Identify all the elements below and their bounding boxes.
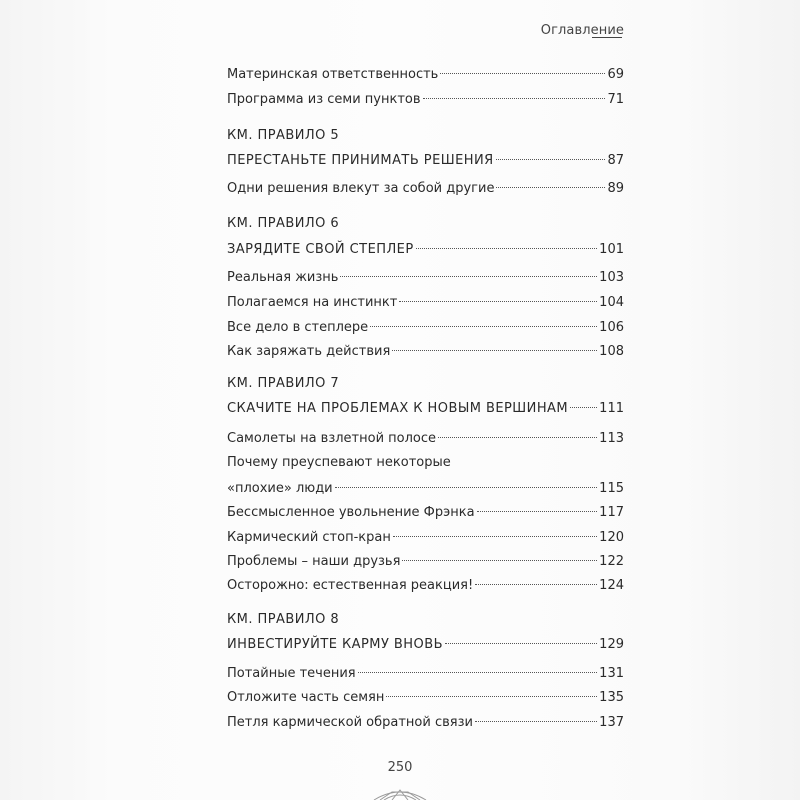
toc-page-number: 137 — [599, 715, 624, 730]
toc-entry-title: Потайные течения — [227, 666, 356, 681]
toc-page-number: 111 — [599, 401, 624, 416]
toc-entry-title: Отложите часть семян — [227, 690, 385, 705]
toc-entry-title: Материнская ответственность — [227, 67, 439, 82]
toc-entry-title: ИНВЕСТИРУЙТЕ КАРМУ ВНОВЬ — [227, 637, 443, 652]
ornament-icon — [370, 782, 430, 800]
toc-page-number: 87 — [607, 153, 624, 168]
header-rule — [592, 37, 622, 38]
toc-entry-title: «плохие» люди — [227, 481, 333, 496]
leader-dots — [440, 73, 605, 74]
toc-page-number: 135 — [599, 690, 624, 705]
leader-dots — [445, 643, 597, 644]
toc-page-number: 129 — [599, 637, 624, 652]
leader-dots — [477, 511, 598, 512]
toc-entry-title: Осторожно: естественная реакция! — [227, 578, 474, 593]
chapter-label: КМ. ПРАВИЛО 8 — [227, 612, 340, 627]
leader-dots — [423, 98, 606, 99]
toc-entry-title: Все дело в степлере — [227, 320, 369, 335]
toc-entry — [227, 664, 624, 684]
toc-page-number: 103 — [599, 270, 624, 285]
toc-page-number: 101 — [599, 242, 624, 257]
toc-page-number: 120 — [599, 530, 624, 545]
leader-dots — [475, 721, 597, 722]
leader-dots — [496, 187, 605, 188]
toc-entry — [227, 688, 624, 708]
toc-page-number: 104 — [599, 295, 624, 310]
leader-dots — [393, 536, 597, 537]
toc-page-number: 69 — [607, 67, 624, 82]
leader-dots — [399, 301, 597, 302]
leader-dots — [340, 276, 597, 277]
chapter-label: КМ. ПРАВИЛО 7 — [227, 376, 340, 391]
toc-entry — [227, 318, 624, 338]
toc-entry — [227, 65, 624, 85]
leader-dots — [475, 584, 597, 585]
toc-entry-title: Проблемы – наши друзья — [227, 554, 401, 569]
leader-dots — [335, 487, 598, 488]
toc-entry-title: Петля кармической обратной связи — [227, 715, 473, 730]
running-header: Оглавление — [540, 23, 624, 38]
chapter-label: КМ. ПРАВИЛО 5 — [227, 128, 340, 143]
toc-entry-title: Одни решения влекут за собой другие — [227, 181, 495, 196]
toc-entry — [227, 479, 624, 499]
toc-entry — [227, 268, 624, 288]
toc-entry-title: Самолеты на взлетной полосе — [227, 431, 437, 446]
toc-entry — [227, 503, 624, 523]
chapter-label: КМ. ПРАВИЛО 6 — [227, 216, 340, 231]
toc-page-number: 131 — [599, 666, 624, 681]
toc-entry — [227, 429, 624, 449]
toc-chapter-title — [227, 151, 624, 171]
toc-entry-title: Почему преуспевают некоторые — [227, 455, 451, 470]
toc-page-number: 122 — [599, 554, 624, 569]
toc-entry — [227, 528, 624, 548]
toc-entry — [227, 576, 624, 596]
leader-dots — [496, 159, 606, 160]
toc-entry-title: Бессмысленное увольнение Фрэнка — [227, 505, 475, 520]
toc-entry-continued — [227, 453, 624, 473]
leader-dots — [392, 350, 597, 351]
toc-entry — [227, 293, 624, 313]
leader-dots — [358, 672, 598, 673]
toc-entry-title: Как заряжать действия — [227, 344, 391, 359]
leader-dots — [438, 437, 597, 438]
toc-entry — [227, 342, 624, 362]
toc-page-number: 115 — [599, 481, 624, 496]
toc-chapter-title — [227, 635, 624, 655]
leader-dots — [386, 696, 597, 697]
toc-entry-title: Полагаемся на инстинкт — [227, 295, 398, 310]
page-number: 250 — [387, 760, 413, 775]
toc-page-number: 124 — [599, 578, 624, 593]
toc-chapter-title — [227, 240, 624, 260]
toc-entry-title: ЗАРЯДИТЕ СВОЙ СТЕПЛЕР — [227, 242, 414, 257]
leader-dots — [370, 326, 597, 327]
toc-page-number: 108 — [599, 344, 624, 359]
toc-page-number: 113 — [599, 431, 624, 446]
toc-entry-title: Реальная жизнь — [227, 270, 339, 285]
toc-entry-title: ПЕРЕСТАНЬТЕ ПРИНИМАТЬ РЕШЕНИЯ — [227, 153, 494, 168]
toc-page-number: 117 — [599, 505, 624, 520]
toc-entry — [227, 552, 624, 572]
toc-page-number: 106 — [599, 320, 624, 335]
toc-entry — [227, 90, 624, 110]
toc-entry-title: СКАЧИТЕ НА ПРОБЛЕМАХ К НОВЫМ ВЕРШИНАМ — [227, 401, 569, 416]
toc-page-number: 89 — [607, 181, 624, 196]
leader-dots — [402, 560, 597, 561]
leader-dots — [416, 248, 598, 249]
toc-chapter-title — [227, 399, 624, 419]
toc-entry-title: Программа из семи пунктов — [227, 92, 421, 107]
toc-page-number: 71 — [607, 92, 624, 107]
leader-dots — [570, 407, 597, 408]
toc-entry — [227, 713, 624, 733]
toc-entry — [227, 179, 624, 199]
toc-entry-title: Кармический стоп-кран — [227, 530, 391, 545]
